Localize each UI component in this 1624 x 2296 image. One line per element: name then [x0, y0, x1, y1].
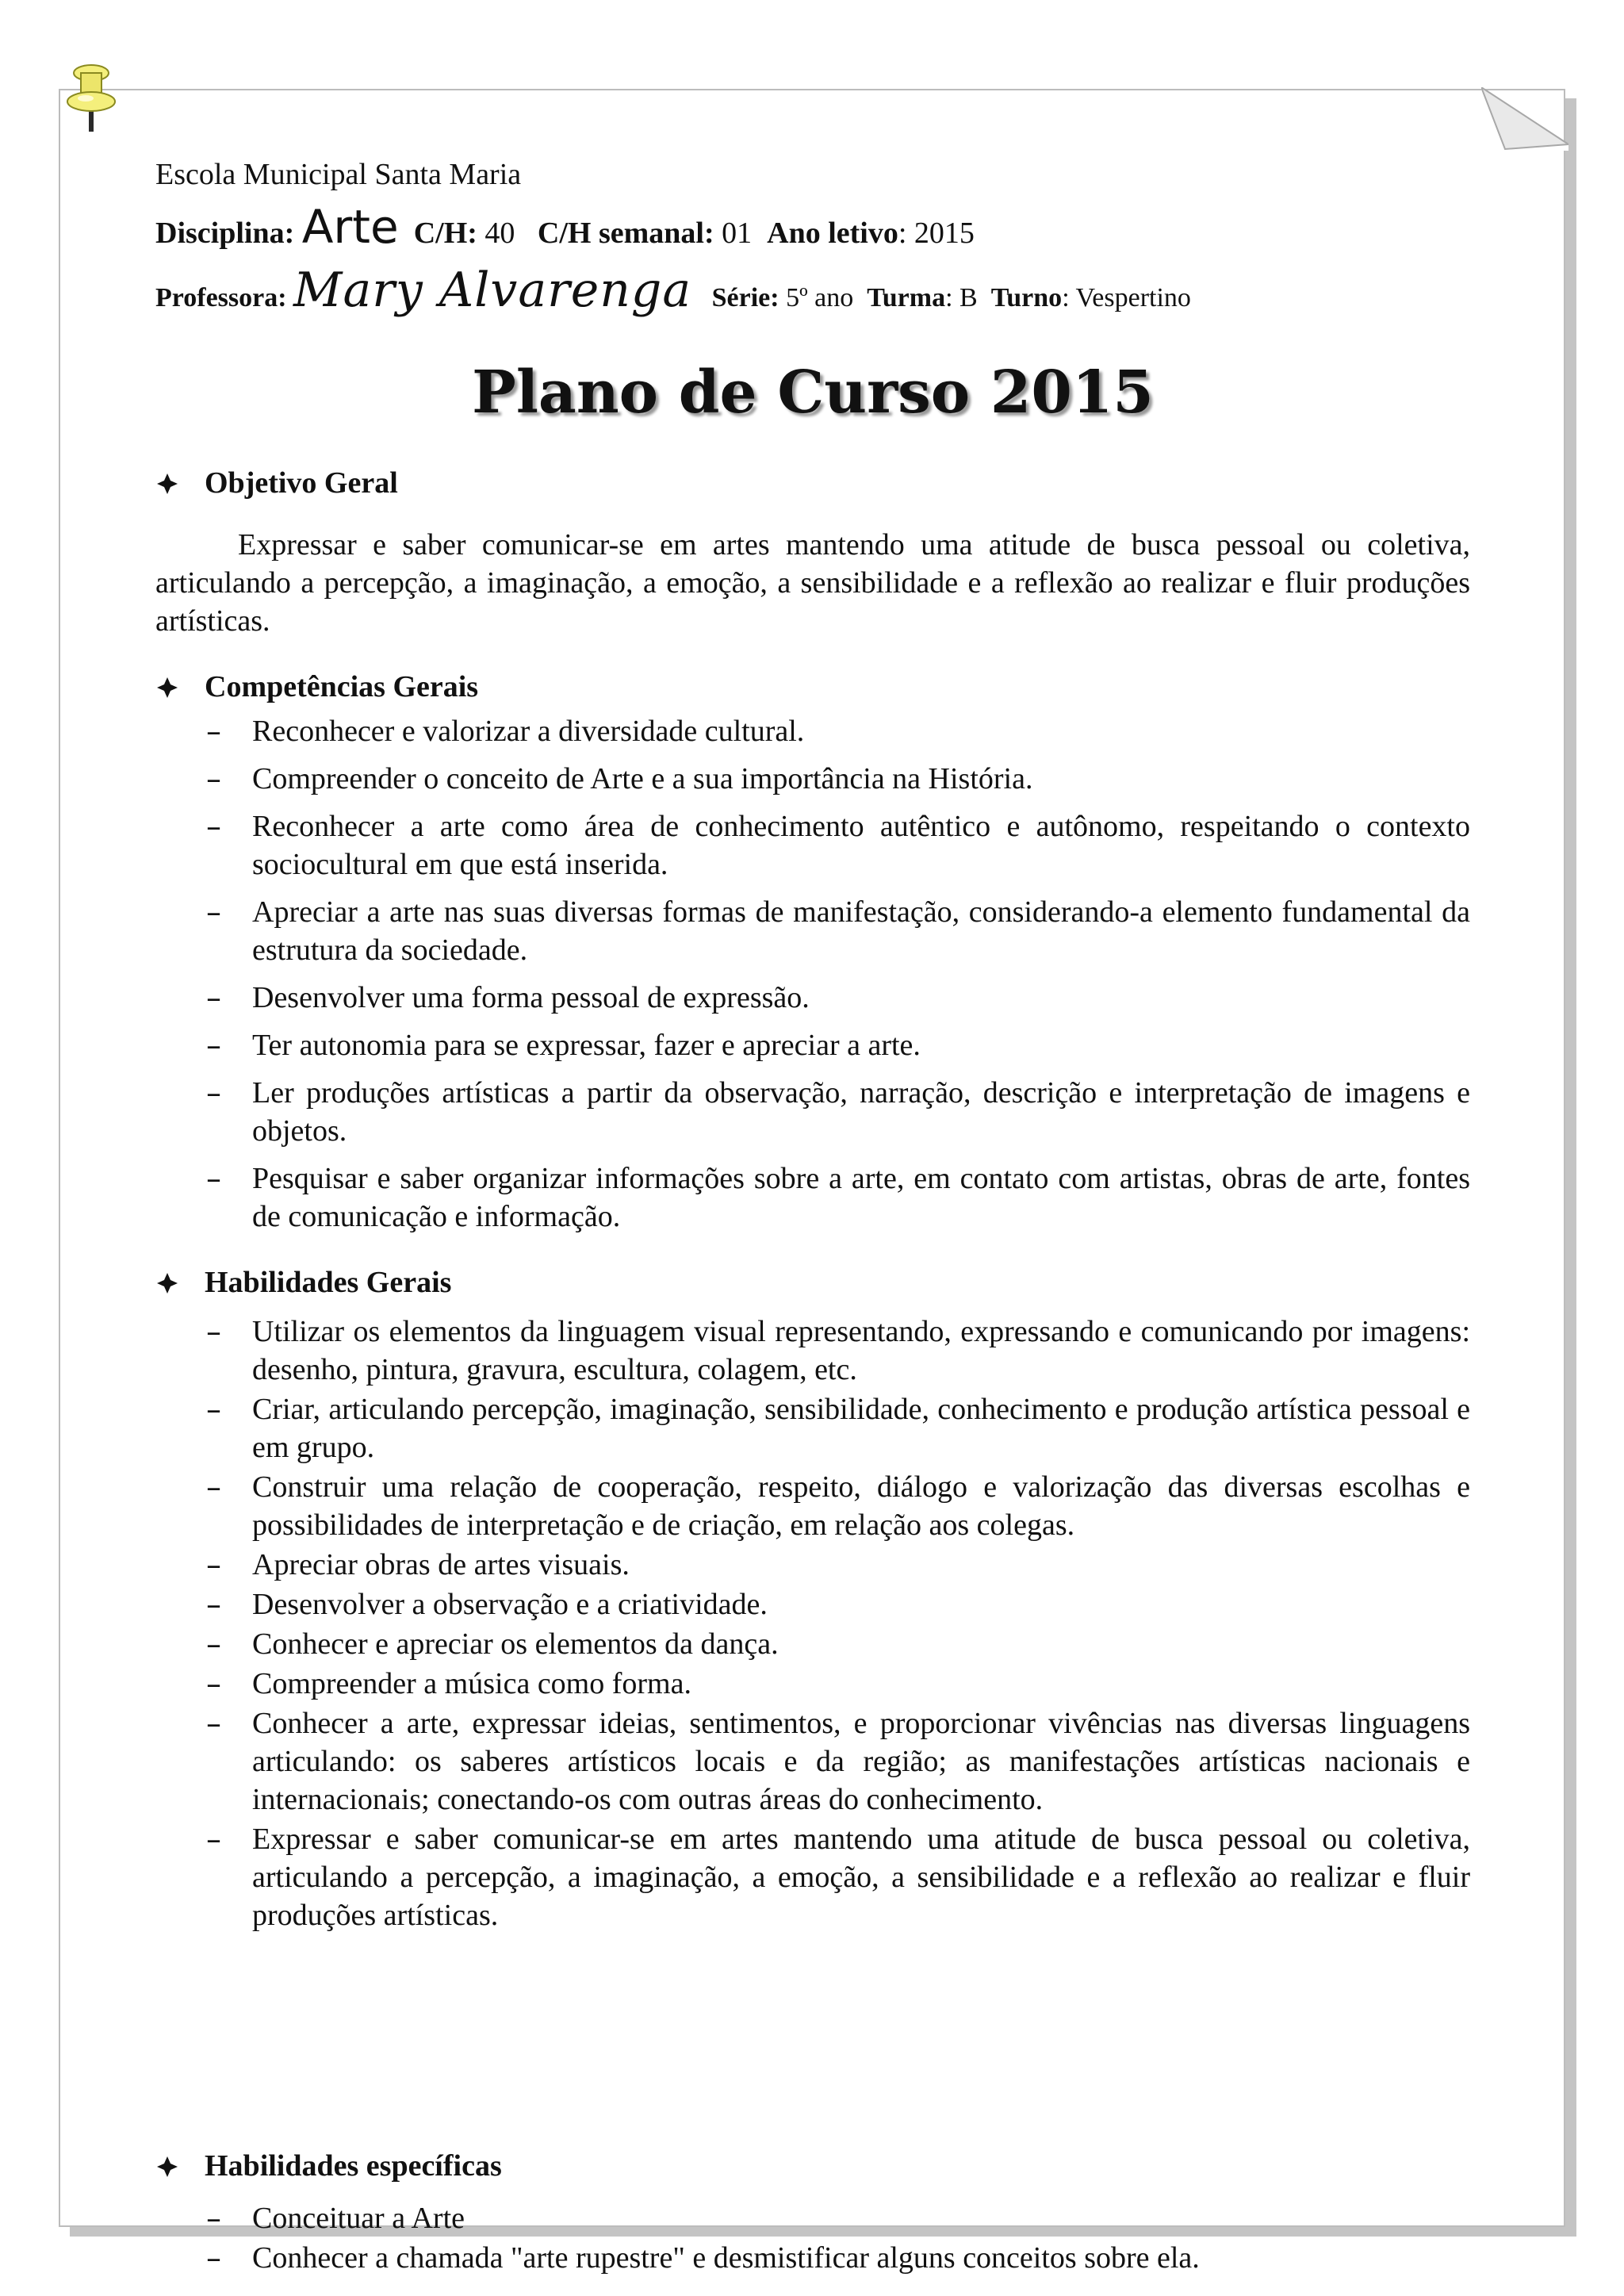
list-item	[155, 1704, 1470, 1819]
list-item	[155, 1665, 1470, 1703]
habilidades-list	[155, 1313, 1470, 1934]
list-item	[155, 760, 1470, 798]
list-item	[155, 1468, 1470, 1544]
disciplina-label: Disciplina:	[155, 217, 295, 250]
disciplina-value: Arte	[301, 200, 399, 254]
section-heading-label: Habilidades específicas	[205, 2149, 502, 2183]
ch-semanal-label: C/H semanal:	[537, 217, 714, 250]
dash-bullet: –	[206, 2240, 221, 2275]
professora-label: Professora:	[155, 283, 287, 312]
dash-bullet: –	[206, 980, 221, 1015]
page-curl-icon	[1481, 87, 1568, 151]
section-competencias-gerais	[155, 668, 1470, 1236]
list-item-text: Conhecer a arte, expressar ideias, sentimentos, e proporcionar vivências nas diversas linguagens articulando: os saberes artísticos locais e da região; as manifestações artísticas nacionais e internacionais; conectando-os com outras áreas do conhecimento.	[252, 1707, 1470, 1816]
list-item	[155, 1390, 1470, 1466]
dash-bullet: –	[206, 2201, 221, 2236]
list-item-text: Conceituar a Arte	[252, 2202, 465, 2235]
section-heading	[155, 2147, 1470, 2185]
dash-bullet: –	[206, 809, 221, 844]
list-item	[155, 1159, 1470, 1236]
list-item-text: Apreciar a arte nas suas diversas formas de manifestação, considerando-a elemento fundamental da estrutura da sociedade.	[252, 895, 1470, 967]
list-item-text: Reconhecer a arte como área de conhecimento autêntico e autônomo, respeitando o contexto sociocultural em que está inserida.	[252, 810, 1470, 881]
list-item	[155, 979, 1470, 1017]
section-heading	[155, 1263, 1470, 1301]
list-item	[155, 1625, 1470, 1663]
list-item	[155, 2199, 1470, 2237]
list-item	[155, 1820, 1470, 1934]
diamond-bullet-icon	[157, 1273, 178, 1294]
section-habilidades-gerais	[155, 1263, 1470, 1934]
dash-bullet: –	[206, 1075, 221, 1110]
list-item-text: Expressar e saber comunicar-se em artes mantendo uma atitude de busca pessoal ou coletiva, articulando a percepção, a imaginação, a emoção, a sensibilidade e a reflexão ao realizar e fluir produções artísticas.	[252, 1823, 1470, 1932]
dash-bullet: –	[206, 1470, 221, 1504]
list-item	[155, 2239, 1470, 2277]
dash-bullet: –	[206, 1627, 221, 1662]
turma-value: : B	[945, 283, 978, 312]
list-item-text: Compreender o conceito de Arte e a sua importância na História.	[252, 762, 1033, 795]
dash-bullet: –	[206, 1587, 221, 1622]
turno-value: : Vespertino	[1062, 283, 1191, 312]
ano-letivo-value: : 2015	[898, 217, 975, 250]
list-item-text: Desenvolver uma forma pessoal de expressão.	[252, 981, 810, 1014]
course-info-line	[155, 200, 975, 255]
list-item-text: Pesquisar e saber organizar informações sobre a arte, em contato com artistas, obras de arte, fontes de comunicação e informação.	[252, 1162, 1470, 1233]
section-heading-label: Competências Gerais	[205, 670, 479, 703]
list-item	[155, 893, 1470, 969]
list-item-text: Conhecer a chamada "arte rupestre" e desmistificar alguns conceitos sobre ela.	[252, 2241, 1200, 2275]
diamond-bullet-icon	[157, 473, 178, 494]
professora-value: Mary Alvarenga	[293, 263, 692, 318]
list-item	[155, 1074, 1470, 1150]
section-habilidades-especificas	[155, 2147, 1470, 2277]
especificas-list	[155, 2199, 1470, 2277]
diamond-bullet-icon	[157, 2156, 178, 2177]
list-item-text: Criar, articulando percepção, imaginação, sensibilidade, conhecimento e produção artística pessoal e em grupo.	[252, 1393, 1470, 1464]
ch-semanal-value: 01	[722, 217, 753, 250]
list-item-text: Utilizar os elementos da linguagem visual representando, expressando e comunicando por imagens: desenho, pintura, gravura, escultura, colagem, etc.	[252, 1315, 1470, 1386]
dash-bullet: –	[206, 1547, 221, 1582]
list-item	[155, 1585, 1470, 1623]
section-heading	[155, 464, 1470, 502]
ano-letivo-label: Ano letivo	[767, 217, 898, 250]
list-item-text: Construir uma relação de cooperação, respeito, diálogo e valorização das diversas escolhas e possibilidades de interpretação e de criação, em relação aos colegas.	[252, 1470, 1470, 1542]
dash-bullet: –	[206, 1314, 221, 1349]
section-heading-label: Habilidades Gerais	[205, 1266, 452, 1299]
objetivo-paragraph: Expressar e saber comunicar-se em artes mantendo uma atitude de busca pessoal ou coletiva, articulando a percepção, a imaginação, a emoção, a sensibilidade e a reflexão ao realizar e fluir produções artísticas.	[155, 528, 1470, 638]
teacher-info-line	[155, 262, 1191, 319]
ch-value: 40	[485, 217, 515, 250]
list-item-text: Conhecer e apreciar os elementos da dança.	[252, 1627, 779, 1661]
diamond-bullet-icon	[157, 677, 178, 698]
dash-bullet: –	[206, 1706, 221, 1741]
dash-bullet: –	[206, 895, 221, 930]
list-item	[155, 1546, 1470, 1584]
serie-label: Série:	[711, 283, 779, 312]
turno-label: Turno	[990, 283, 1063, 312]
list-item-text: Reconhecer e valorizar a diversidade cultural.	[252, 715, 805, 748]
school-name: Escola Municipal Santa Maria	[155, 158, 522, 191]
dash-bullet: –	[206, 1028, 221, 1063]
pushpin-icon	[63, 63, 119, 136]
dash-bullet: –	[206, 761, 221, 796]
list-item	[155, 1313, 1470, 1389]
list-item-text: Compreender a música como forma.	[252, 1667, 691, 1700]
section-objetivo-geral	[155, 464, 1470, 640]
section-heading	[155, 668, 1470, 706]
competencias-list	[155, 712, 1470, 1236]
list-item	[155, 807, 1470, 884]
list-item	[155, 1026, 1470, 1064]
list-item-text: Desenvolver a observação e a criatividade.	[252, 1588, 768, 1621]
list-item-text: Ter autonomia para se expressar, fazer e apreciar a arte.	[252, 1029, 921, 1062]
dash-bullet: –	[206, 1392, 221, 1427]
dash-bullet: –	[206, 1822, 221, 1857]
list-item-text: Ler produções artísticas a partir da observação, narração, descrição e interpretação de imagens e objetos.	[252, 1076, 1470, 1148]
section-heading-label: Objetivo Geral	[205, 466, 398, 500]
list-item-text: Apreciar obras de artes visuais.	[252, 1548, 630, 1581]
dash-bullet: –	[206, 714, 221, 749]
dash-bullet: –	[206, 1666, 221, 1701]
list-item	[155, 712, 1470, 750]
ch-label: C/H:	[413, 217, 477, 250]
serie-value: 5º ano	[786, 283, 854, 312]
page-title: Plano de Curso 2015	[472, 358, 1154, 427]
turma-label: Turma	[867, 283, 946, 312]
dash-bullet: –	[206, 1161, 221, 1196]
